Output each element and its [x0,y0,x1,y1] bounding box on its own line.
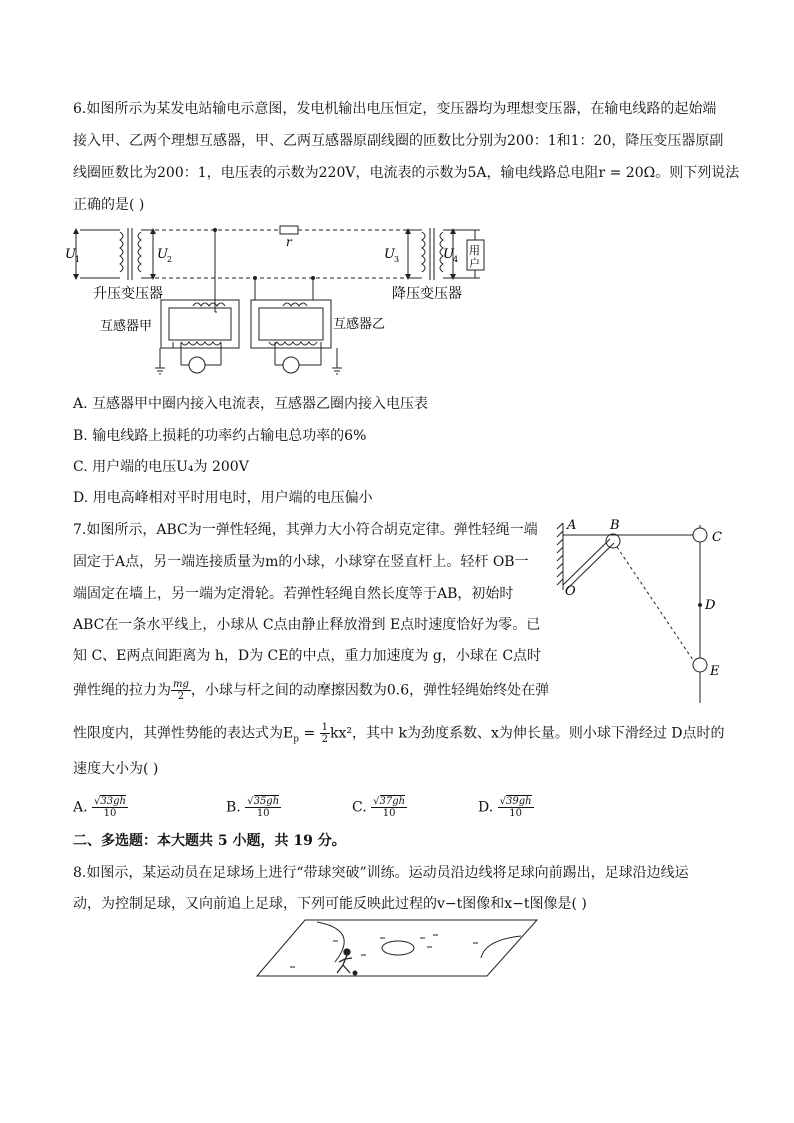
label-c: C [712,530,722,545]
q6-line-2: 接入甲、乙两个理想互感器，甲、乙两互感器原副线圈的匝数比分别为200：1和1：20，降压变压器原副 [73,133,724,149]
q7-line7-frac-num: 1 [321,722,329,733]
q7-line7-sub: p [293,734,299,745]
q7-option-a-frac [92,796,128,819]
sensor-b-coil-bottom [269,342,317,345]
field-outline [257,920,537,976]
label-e: E [710,664,720,679]
q7-line-6 [73,679,549,702]
q7-line6-pre: 弹性绳的拉力为 [73,682,171,699]
right-penalty-arc [481,936,521,958]
q7-option-d-den: 10 [509,808,522,819]
u3-label: U [384,247,395,262]
step-up-primary-coil [120,232,123,272]
left-penalty-arc [317,922,344,962]
u2-label: U [157,247,168,262]
sensor-a-core-inner [169,308,231,340]
step-down-primary-coil [422,232,425,272]
q7-option-a[interactable] [73,796,128,819]
q6-option-a[interactable]: A. 互感器甲中圈内接入电流表，互感器乙圈内接入电压表 [73,396,429,412]
q7-option-a-radicand: 33gh [100,796,126,807]
rope-be-dashed [617,547,695,663]
q7-option-c-num: √37gh [373,796,406,807]
q8-line-2: 动，为控制足球，又向前追上足球，下列可能反映此过程的v−t图像和x−t图像是( ) [73,896,587,912]
u1-label: U [65,247,76,262]
q7-line7-post: kx²，其中 k为劲度系数、x为伸长量。则小球下滑经过 D点时的 [330,725,725,742]
r-label: r [286,235,292,249]
label-o: O [565,584,576,599]
sensor-b-core-outer [251,300,331,348]
q6-line-4: 正确的是( ) [73,197,145,213]
step-up-secondary-coil [138,232,141,272]
q7-line-4: ABC在一条水平线上，小球从 C点由静止释放滑到 E点时速度恰好为零。已 [73,617,541,633]
q7-line6-frac-den: 2 [177,691,185,702]
sensor-a-core-outer [161,300,239,348]
q7-option-b[interactable] [226,796,281,819]
u2-sub: 2 [167,255,173,264]
ball-c [693,528,707,542]
ball-e [693,658,707,672]
u4-label: U [443,247,454,262]
user-label-top: 用 [469,244,480,257]
q7-line-7 [73,722,725,748]
q7-option-c-label: C. [352,799,367,816]
q7-option-b-radicand: 35gh [253,796,280,807]
q7-option-b-den: 10 [256,808,270,819]
label-a: A [567,518,577,533]
q7-option-c-den: 10 [382,808,396,819]
q7-option-d-radicand: 39gh [506,796,532,807]
q7-line7-pre: 性限度内，其弹性势能的表达式为E [73,725,294,742]
sensor-a-coil-top [193,303,225,306]
label-d: D [705,598,716,613]
label-b: B [610,518,620,533]
q7-option-a-num: √33gh [94,796,126,807]
q8-line-1: 8.如图示，某运动员在足球场上进行“带球突破”训练。运动员沿边线将足球向前踢出，足球沿边线运 [73,865,689,881]
q7-option-d[interactable] [478,796,534,819]
q7-option-b-frac [245,796,281,819]
q7-option-c[interactable] [352,796,407,819]
q7-pulley-diagram [555,515,735,710]
q7-option-c-radicand: 37gh [379,796,406,807]
q7-option-a-label: A. [73,799,88,816]
q6-circuit-diagram [65,220,505,385]
q6-option-d[interactable]: D. 用电高峰相对平时用电时，用户端的电压偏小 [73,490,373,506]
sensor-b-coil-top [283,303,307,306]
q7-line-8: 速度大小为( ) [73,761,159,777]
q7-option-a-den: 10 [103,808,117,819]
rod-ob [563,539,610,585]
q6-option-c[interactable]: C. 用户端的电压U₄为 200V [73,459,249,475]
q7-line6-frac-num: mg [173,679,189,690]
u3-sub: 3 [394,255,400,264]
q7-option-d-frac [498,796,534,819]
q7-line7-frac [320,722,330,745]
center-circle [382,941,414,955]
u1-sub: 1 [75,255,81,264]
q7-line7-frac-den: 2 [321,734,329,745]
resistor-r [280,226,298,234]
q8-field-diagram [255,918,540,980]
q6-line-1: 6.如图所示为某发电站输电示意图，发电机输出电压恒定，变压器均为理想变压器，在输电线路的起始端 [73,101,717,117]
q7-line7-eq: = [299,725,320,742]
football [353,971,358,976]
q7-option-b-label: B. [226,799,241,816]
runner-figure [337,949,352,973]
q7-line-5: 知 C、E两点间距离为 h，D为 CE的中点，重力加速度为 g，小球在 C点时 [73,648,542,664]
q7-line-1: 7.如图所示，ABC为一弹性轻绳，其弹力大小符合胡克定律。弹性轻绳一端 [73,522,538,538]
q7-line6-frac [171,679,191,702]
section-2-heading: 二、多选题：本大题共 5 小题，共 19 分。 [73,833,346,849]
q7-line-2: 固定于A点，另一端连接质量为m的小球，小球穿在竖直杆上。轻杆 OB一 [73,554,529,570]
sensor-a-label: 互感器甲 [100,319,153,334]
q7-option-d-label: D. [478,799,494,816]
q7-line-3: 端固定在墙上，另一端为定滑轮。若弹性轻绳自然长度等于AB，初始时 [73,586,514,602]
meter-b-circle [283,357,299,373]
q7-option-d-num: √39gh [499,796,532,807]
sensor-a-coil-bottom [181,342,221,345]
step-down-label: 降压变压器 [392,286,462,302]
user-label-bottom: 户 [469,257,480,270]
sensor-b-core-inner [259,308,323,340]
q7-line6-post: ，小球与杆之间的动摩擦因数为0.6，弹性轻绳始终处在弹 [190,682,550,699]
meter-a-circle [189,357,205,373]
q6-line-3: 线圈匝数比为200：1，电压表的示数为220V，电流表的示数为5A，输电线路总电阻r = 20Ω。则下列说法 [73,165,740,181]
u4-sub: 4 [453,255,459,264]
q7-option-b-num: √35gh [247,796,280,807]
point-d [698,603,702,607]
q6-option-b[interactable]: B. 输电线路上损耗的功率约占输电总功率的6% [73,428,367,444]
step-up-label: 升压变压器 [93,286,163,302]
sensor-b-label: 互感器乙 [333,317,386,332]
q7-option-c-frac [371,796,407,819]
